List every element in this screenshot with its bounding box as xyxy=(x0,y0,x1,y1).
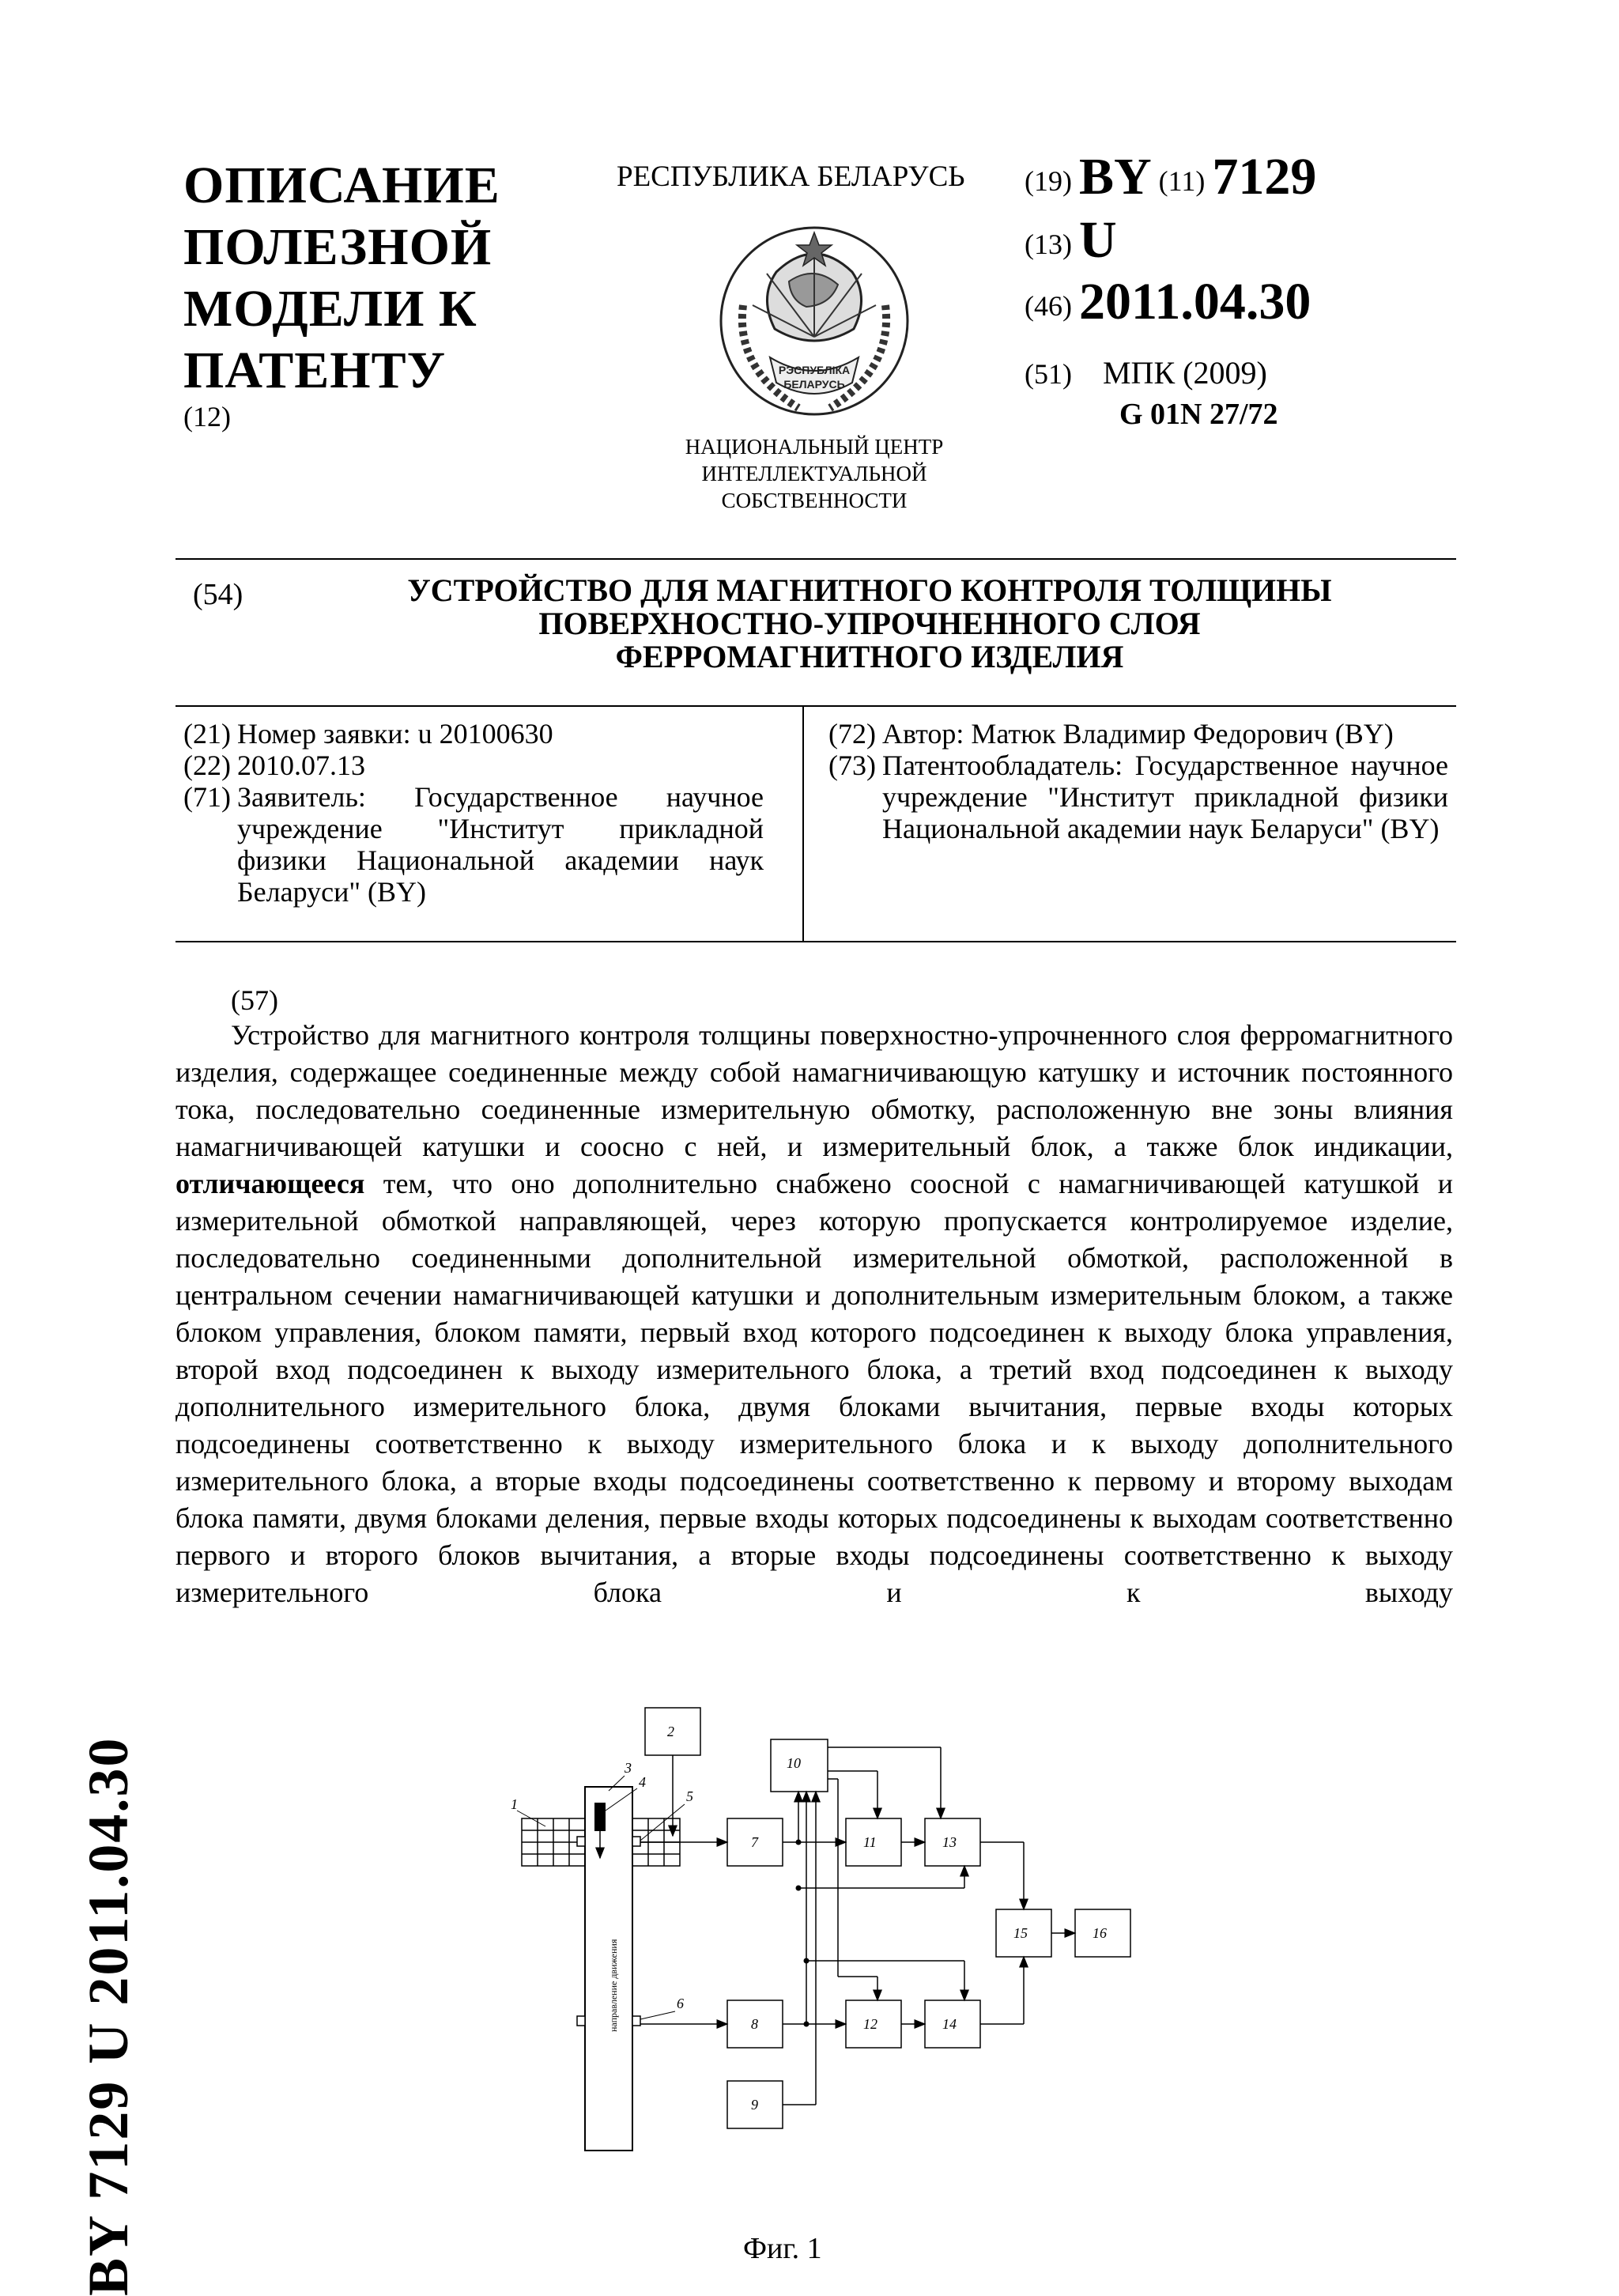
republic-name: РЕСПУБЛИКА БЕЛАРУСЬ xyxy=(617,160,965,193)
figure-label: 14 xyxy=(942,2016,957,2032)
claim-part: Устройство для магнитного контроля толщины поверхностно-упрочненного слоя ферромагнитного изделия, содержащее соединенные между собой намагничивающую катушку и источник постоянного тока, последовательно соединенные измерительную обмотку, расположенную вне зоны влияния намагничивающей катушки и соосно с ней, и измерительный блок, а также блок индикации, xyxy=(175,1019,1453,1162)
patent-number: 7129 xyxy=(1212,148,1317,206)
inid-code-51: (51) xyxy=(1025,358,1072,390)
invention-title-line: ФЕРРОМАГНИТНОГО ИЗДЕЛИЯ xyxy=(615,639,1124,674)
biblio-entry xyxy=(183,750,764,781)
inid-code-57: (57) xyxy=(231,984,278,1016)
figure-label: 12 xyxy=(863,2016,877,2032)
figure-label: 3 xyxy=(625,1760,632,1776)
figure-label: 6 xyxy=(677,1996,684,2011)
figure-label: 13 xyxy=(942,1834,957,1850)
document-title-line: МОДЕЛИ К xyxy=(183,280,477,338)
document-kind: U xyxy=(1078,211,1117,269)
test-object xyxy=(594,1803,606,1831)
divider xyxy=(175,705,1456,707)
figure-label: 5 xyxy=(686,1788,693,1804)
biblio-text: 2010.07.13 xyxy=(236,750,365,781)
measuring-winding xyxy=(577,2016,585,2026)
national-center-line: НАЦИОНАЛЬНЫЙ ЦЕНТР xyxy=(685,435,944,459)
document-title-line: ПОЛЕЗНОЙ xyxy=(183,218,492,276)
claim-part: тем, что оно дополнительно снабжено соосной с намагничивающей катушкой и измерительной обмоткой направляющей, через которую пропускается контролируемое изделие, последовательно соединенными дополнительной измерительной обмоткой, расположенной в центральном сечении намагничивающей катушки и дополнительным измерительным блоком, а также блоком управления, блоком памяти, первый вход которого подсоединен к выходу блока управления, второй вход подсоединен к выходу измерительного блока, а третий вход подсоединен к выходу дополнительного измерительного блока, двумя блоками вычитания, первые входы которых подсоединены соответственно к выходу измерительного блока и к выходу дополнительного измерительного блока, а вторые входы подсоединены соответственно к первому и второму выходам блока памяти, двумя блоками деления, первые входы которых подсоединены к выходам соответственно первого и второго блоков вычитания, а вторые входы подсоединены соответственно к выходу измерительного блока и к выходу xyxy=(175,1168,1454,1608)
figure-label: 10 xyxy=(787,1755,801,1771)
invention-title-line: УСТРОЙСТВО ДЛЯ МАГНИТНОГО КОНТРОЛЯ ТОЛЩИНЫ xyxy=(407,572,1332,608)
national-center xyxy=(640,433,988,514)
figure-label: 1 xyxy=(511,1796,518,1812)
invention-title xyxy=(300,574,1439,674)
direction-label: направление движения xyxy=(608,1939,619,2032)
publication-date: 2011.04.30 xyxy=(1078,273,1311,330)
biblio-right-column xyxy=(828,718,1448,844)
claim-text xyxy=(175,1017,1453,1611)
inid-code-13: (13) xyxy=(1025,228,1072,260)
block-diagram-figure xyxy=(506,1700,1154,2222)
document-title xyxy=(183,155,500,402)
side-publication-id: BY 7129 U 2011.04.30 xyxy=(77,1736,140,2296)
national-center-line: ИНТЕЛЛЕКТУАЛЬНОЙ xyxy=(701,462,927,485)
measuring-winding xyxy=(632,1837,640,1846)
country-code: BY xyxy=(1078,148,1152,206)
figure-label: 4 xyxy=(639,1774,646,1790)
figure-caption: Фиг. 1 xyxy=(743,2232,822,2265)
ipc-edition: МПК (2009) xyxy=(1102,355,1267,391)
emblem-ribbon-text: БЕЛАРУСЬ xyxy=(783,378,845,391)
inid-code-46: (46) xyxy=(1025,290,1072,322)
inid-code: (21) xyxy=(183,718,231,750)
inid-code-54: (54) xyxy=(193,578,243,611)
figure-label: 8 xyxy=(751,2016,758,2032)
inid-code: (72) xyxy=(828,718,876,750)
biblio-entry xyxy=(828,718,1448,750)
biblio-text: Заявитель: Государственное научное учреждение "Институт прикладной физики Национальной академии наук Беларуси" (BY) xyxy=(236,781,764,908)
biblio-entry xyxy=(828,750,1448,844)
invention-title-line: ПОВЕРХНОСТНО-УПРОЧНЕННОГО СЛОЯ xyxy=(538,606,1201,641)
figure-label: 7 xyxy=(751,1834,758,1850)
document-title-line: ОПИСАНИЕ xyxy=(183,157,500,214)
divider xyxy=(175,941,1456,942)
biblio-text: Автор: Матюк Владимир Федорович (BY) xyxy=(881,718,1394,750)
figure-label: 11 xyxy=(863,1834,877,1850)
document-title-line: ПАТЕНТУ xyxy=(183,342,447,399)
inid-code-11: (11) xyxy=(1158,165,1206,197)
inid-code: (73) xyxy=(828,750,876,781)
biblio-entry xyxy=(183,781,764,908)
biblio-left-column xyxy=(183,718,764,908)
ipc-class: G 01N 27/72 xyxy=(1119,398,1278,431)
inid-code: (22) xyxy=(183,750,231,781)
divider xyxy=(175,558,1456,560)
state-emblem-icon xyxy=(711,218,917,424)
figure-label: 16 xyxy=(1093,1925,1107,1941)
figure-label: 15 xyxy=(1013,1925,1028,1941)
national-center-line: СОБСТВЕННОСТИ xyxy=(721,489,908,512)
measuring-winding xyxy=(577,1837,585,1846)
claim-keyword: отличающееся xyxy=(175,1168,365,1199)
inid-code-19: (19) xyxy=(1025,165,1072,197)
biblio-text: Патентообладатель: Государственное научное учреждение "Институт прикладной физики Национальной академии наук Беларуси" (BY) xyxy=(881,750,1448,844)
figure-label: 9 xyxy=(751,2097,758,2113)
biblio-entry xyxy=(183,718,764,750)
column-divider xyxy=(802,706,804,941)
inid-code-12: (12) xyxy=(183,401,231,432)
measuring-winding xyxy=(632,2016,640,2026)
emblem-ribbon-text: РЭСПУБЛІКА xyxy=(778,364,851,376)
inid-code: (71) xyxy=(183,781,231,813)
biblio-text: Номер заявки: u 20100630 xyxy=(236,718,553,750)
figure-label: 2 xyxy=(667,1724,674,1739)
